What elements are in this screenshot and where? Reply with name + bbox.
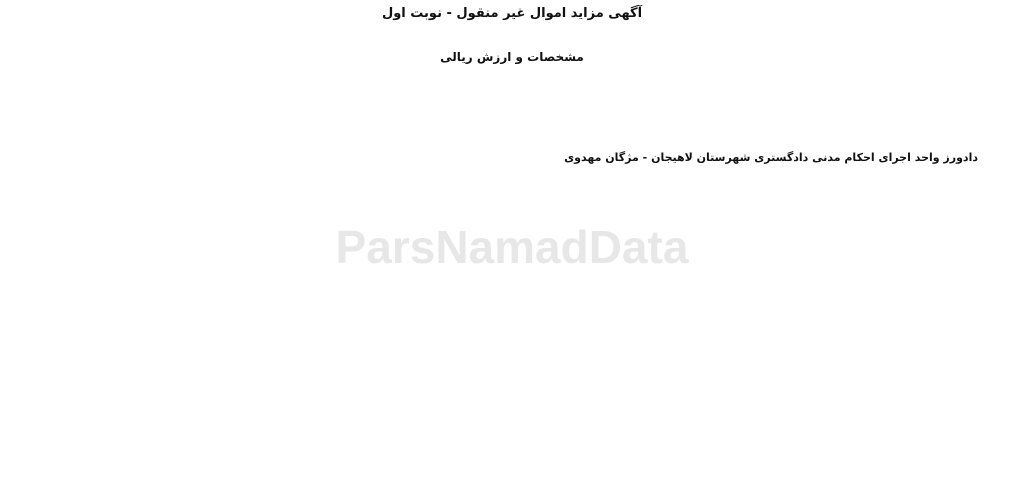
first-parcel-paragraph: [6, 90, 1018, 105]
expert-opinion-paragraph: [6, 70, 1018, 85]
signature-line: دادورز واحد اجرای احکام مدنی دادگستری شهرستان لاهیجان - مژگان مهدوی: [564, 151, 978, 164]
auction-terms-paragraph: [6, 130, 1018, 145]
notice-intro-paragraph: [6, 29, 1018, 44]
watermark-logo: ParsNamadData: [335, 221, 689, 273]
notice-title: آگهی مزاید اموال غیر منقول - نوبت اول: [381, 6, 643, 21]
second-parcel-paragraph: [6, 110, 1018, 125]
section-title-specs-value: مشخصات و ارزش ریالی: [440, 50, 584, 64]
auction-notice: [6, 4, 1018, 484]
